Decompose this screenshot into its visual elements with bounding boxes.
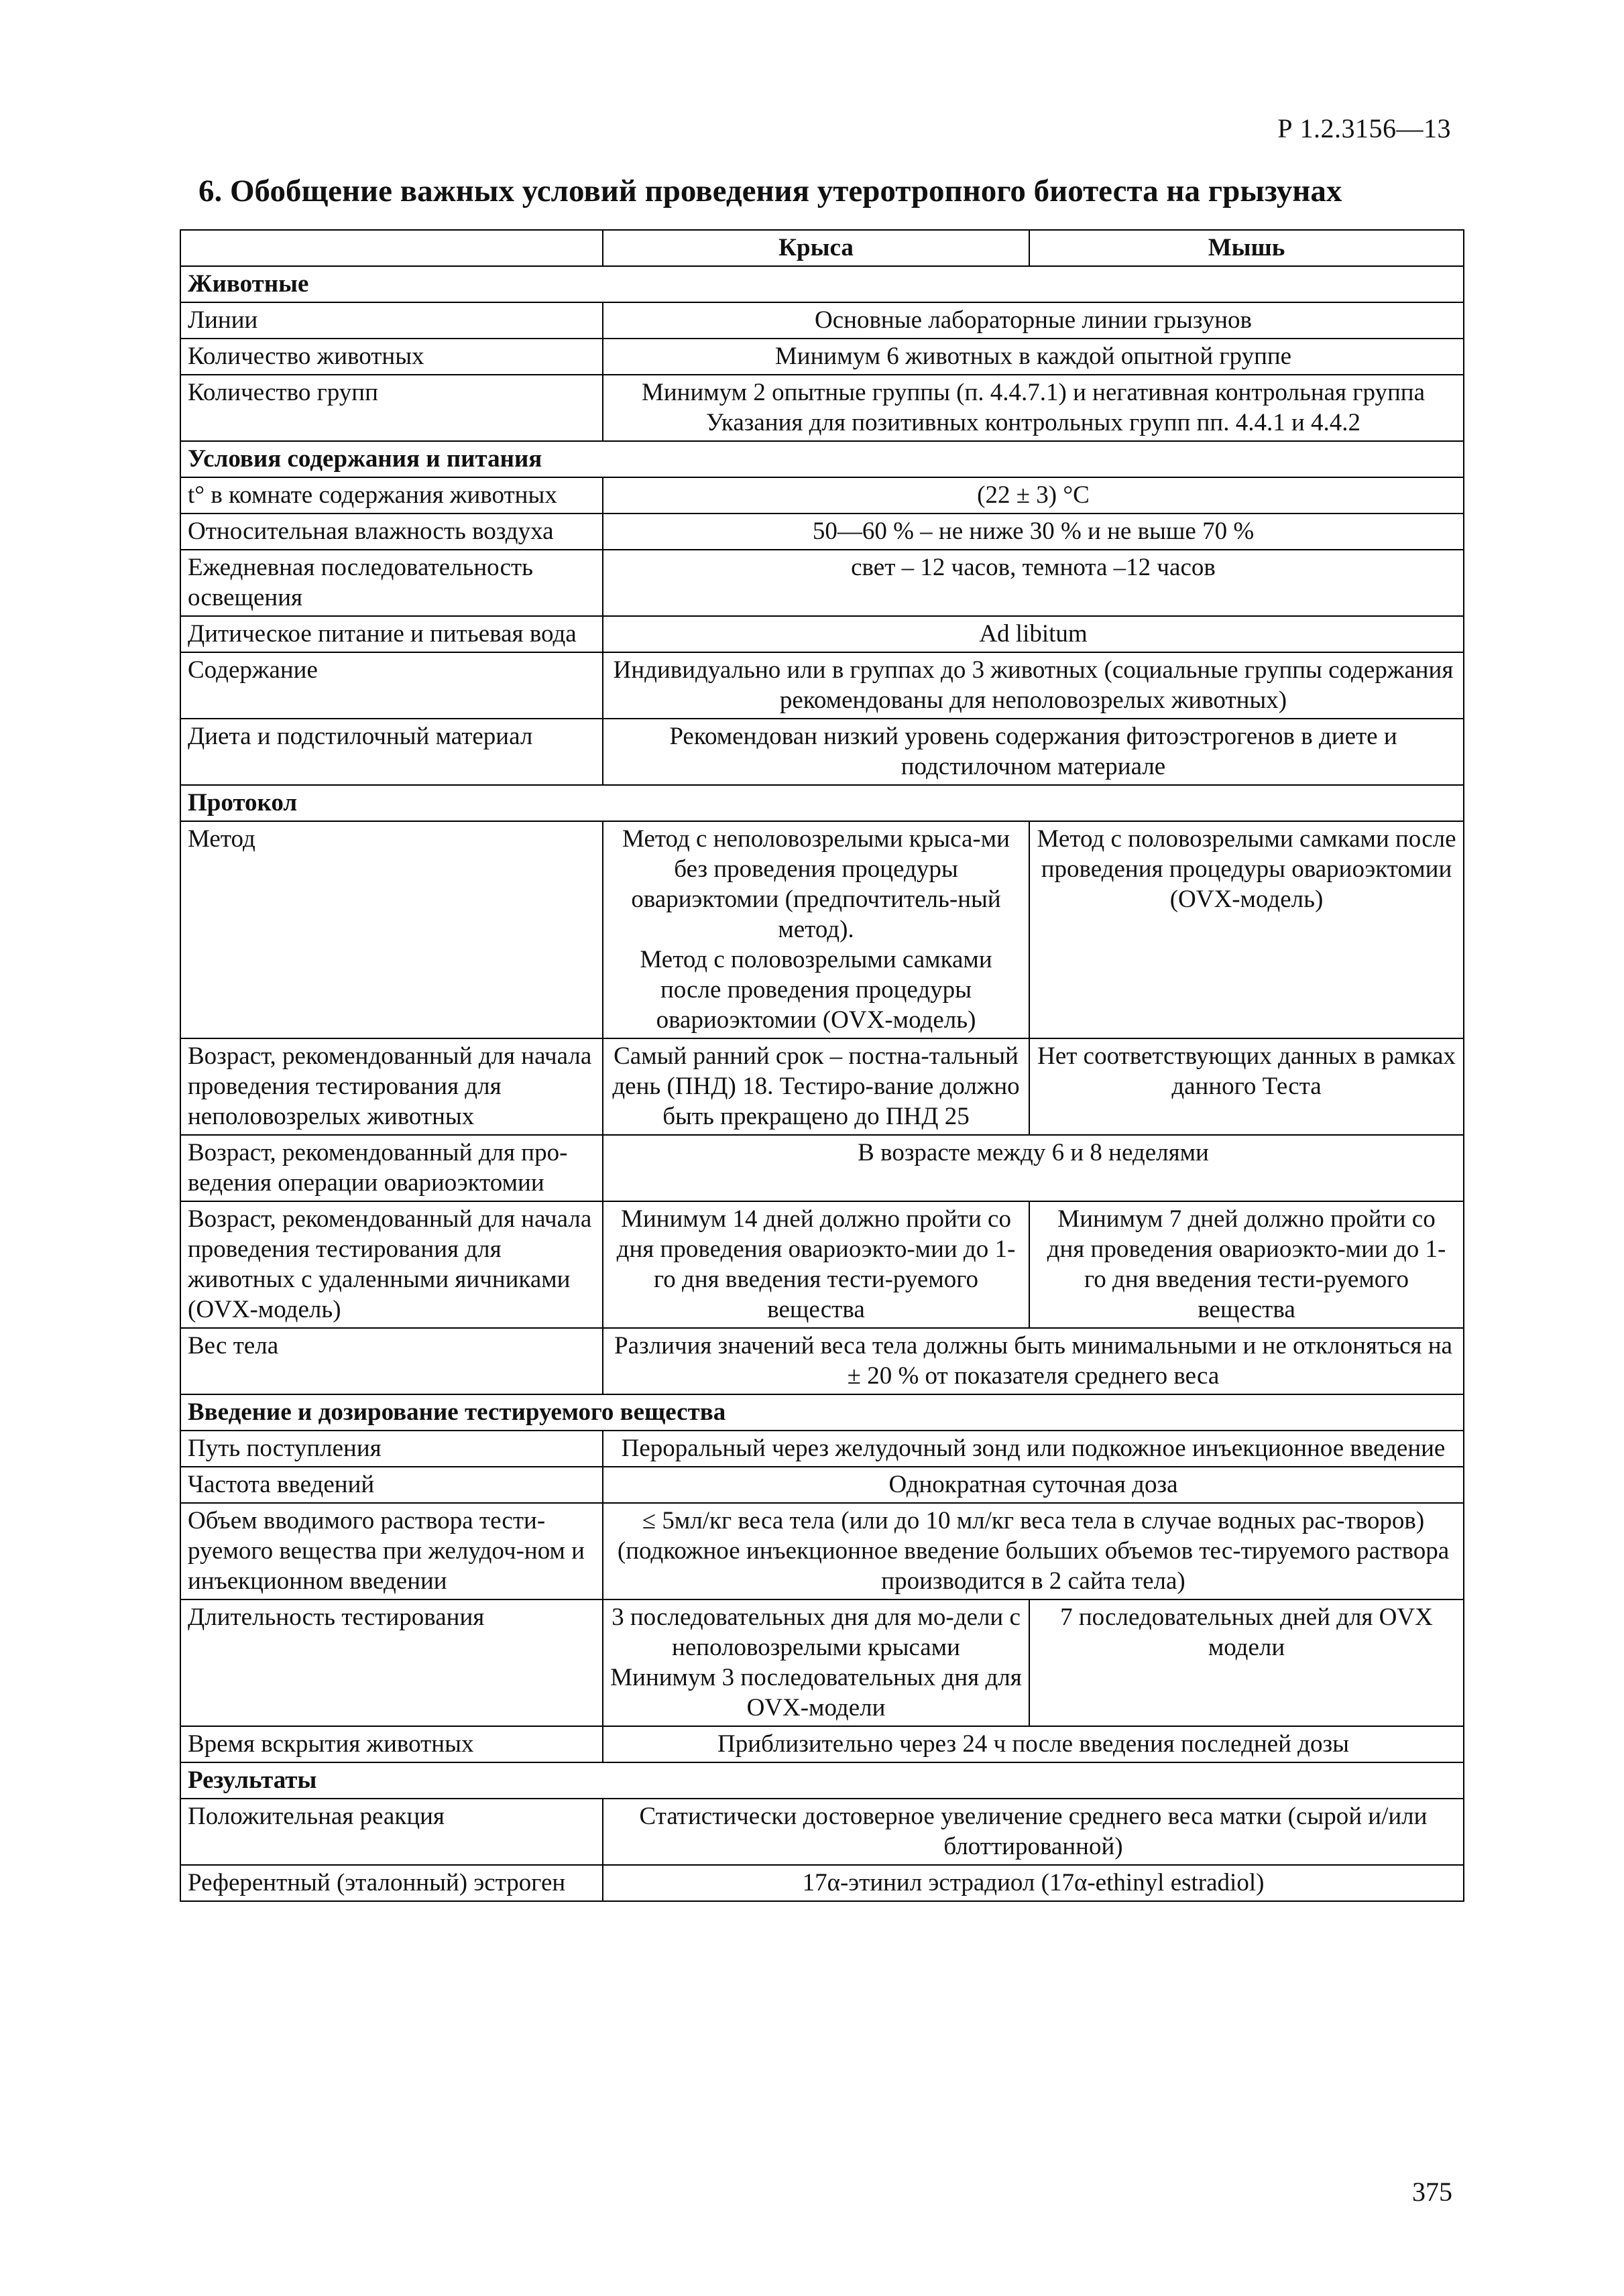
row-label: Содержание	[180, 652, 603, 719]
row-value	[603, 375, 1464, 441]
table-row	[180, 477, 1464, 513]
column-header-mouse: Мышь	[1029, 230, 1464, 266]
rat-value-line: Метод с половозрелыми самками после проведения процедуры овариоэктомии (OVX-модель)	[640, 946, 992, 1034]
mouse-value: Нет соответствующих данных в рамках данного Теста	[1029, 1038, 1464, 1135]
table-row	[180, 1038, 1464, 1135]
row-label: Ежедневная последовательность освещения	[180, 550, 603, 616]
rat-value-line: 3 последовательных дня для мо-дели с неполовозрелыми крысами	[612, 1604, 1021, 1661]
section-heading-dosing: Введение и дозирование тестируемого вещества	[180, 1394, 1464, 1431]
section-row	[180, 1762, 1464, 1799]
row-value: В возрасте между 6 и 8 неделями	[603, 1135, 1464, 1201]
rat-value	[603, 1599, 1029, 1726]
table-row	[180, 1599, 1464, 1726]
summary-table	[180, 229, 1464, 1902]
mouse-value: Метод с половозрелыми самками после проведения процедуры овариоэктомии (OVX-модель)	[1029, 821, 1464, 1038]
section-row	[180, 1394, 1464, 1431]
row-value: Минимум 6 животных в каждой опытной группе	[603, 339, 1464, 375]
row-label: Относительная влажность воздуха	[180, 513, 603, 550]
table-row	[180, 1467, 1464, 1503]
table-row	[180, 1201, 1464, 1328]
table-row	[180, 375, 1464, 441]
table-row	[180, 1865, 1464, 1901]
page-number: 375	[1412, 2177, 1452, 2207]
row-label: Количество групп	[180, 375, 603, 441]
row-label: Вес тела	[180, 1328, 603, 1394]
row-label: Длительность тестирования	[180, 1599, 603, 1726]
table-row	[180, 513, 1464, 550]
table-row	[180, 616, 1464, 652]
table-row	[180, 719, 1464, 785]
section-row	[180, 785, 1464, 821]
table-row	[180, 1799, 1464, 1865]
row-label: Объем вводимого раствора тести-руемого вещества при желудоч-ном и инъекционном введении	[180, 1503, 603, 1599]
table-row	[180, 302, 1464, 339]
row-label: Положительная реакция	[180, 1799, 603, 1865]
row-value: Приблизительно через 24 ч после введения последней дозы	[603, 1726, 1464, 1762]
row-value: 50—60 % – не ниже 30 % и не выше 70 %	[603, 513, 1464, 550]
row-value-line: Указания для позитивных контрольных групп пп. 4.4.1 и 4.4.2	[705, 409, 1361, 436]
column-header-rat: Крыса	[603, 230, 1029, 266]
table-row	[180, 1503, 1464, 1599]
mouse-value: Минимум 7 дней должно пройти со дня проведения овариоэкто-мии до 1-го дня введения тести-руемого вещества	[1029, 1201, 1464, 1328]
row-value: свет – 12 часов, темнота –12 часов	[603, 550, 1464, 616]
row-value: Рекомендован низкий уровень содержания фитоэстрогенов в диете и подстилочном материале	[603, 719, 1464, 785]
rat-value-line: Метод с неполовозрелыми крыса-ми без проведения процедуры овариэктомии (предпочтитель-ный метод).	[622, 825, 1010, 943]
rat-value-line: Минимум 3 последовательных дня для OVX-модели	[610, 1664, 1022, 1721]
section-row	[180, 266, 1464, 302]
row-value: Основные лабораторные линии грызунов	[603, 302, 1464, 339]
table-row	[180, 1431, 1464, 1467]
row-value: ≤ 5мл/кг веса тела (или до 10 мл/кг веса тела в случае водных рас-творов) (подкожное инъекционное введение больших объемов тес-тируемого раствора производится в 2 сайта тела)	[603, 1503, 1464, 1599]
row-value-line: Минимум 2 опытные группы (п. 4.4.7.1) и негативная контрольная группа	[641, 379, 1426, 406]
table-header-row	[180, 230, 1464, 266]
section-heading-results: Результаты	[180, 1762, 1464, 1799]
row-label: Время вскрытия животных	[180, 1726, 603, 1762]
row-label: Путь поступления	[180, 1431, 603, 1467]
row-value: Однократная суточная доза	[603, 1467, 1464, 1503]
row-value: Пероральный через желудочный зонд или подкожное инъекционное введение	[603, 1431, 1464, 1467]
section-heading-protocol: Протокол	[180, 785, 1464, 821]
row-label: Возраст, рекомендованный для начала проведения тестирования для животных с удаленными яичниками (OVX-модель)	[180, 1201, 603, 1328]
rat-value	[603, 821, 1029, 1038]
row-label: Возраст, рекомендованный для про-ведения операции овариоэктомии	[180, 1135, 603, 1201]
row-value: Индивидуально или в группах до 3 животных (социальные группы содержания рекомендованы для неполовозрелых животных)	[603, 652, 1464, 719]
row-label: Референтный (эталонный) эстроген	[180, 1865, 603, 1901]
table-row	[180, 652, 1464, 719]
section-title: 6. Обобщение важных условий проведения утеротропного биотеста на грызунах	[198, 174, 1342, 208]
row-value: 17α-этинил эстрадиол (17α-ethinyl estradiol)	[603, 1865, 1464, 1901]
table-row	[180, 339, 1464, 375]
section-row	[180, 441, 1464, 477]
row-label: Линии	[180, 302, 603, 339]
row-label: Количество животных	[180, 339, 603, 375]
row-label: t° в комнате содержания животных	[180, 477, 603, 513]
mouse-value: 7 последовательных дней для OVX модели	[1029, 1599, 1464, 1726]
row-label: Возраст, рекомендованный для начала проведения тестирования для неполовозрелых животных	[180, 1038, 603, 1135]
row-label: Частота введений	[180, 1467, 603, 1503]
document-code: Р 1.2.3156—13	[1277, 113, 1451, 143]
section-heading-animals: Животные	[180, 266, 1464, 302]
table-row	[180, 1328, 1464, 1394]
row-value: Ad libitum	[603, 616, 1464, 652]
table-row	[180, 550, 1464, 616]
header-blank-cell	[180, 230, 603, 266]
row-value: Статистически достоверное увеличение среднего веса матки (сырой и/или блоттированной)	[603, 1799, 1464, 1865]
section-heading-housing: Условия содержания и питания	[180, 441, 1464, 477]
table-row	[180, 1726, 1464, 1762]
rat-value: Минимум 14 дней должно пройти со дня проведения овариоэкто-мии до 1-го дня введения тести-руемого вещества	[603, 1201, 1029, 1328]
row-label: Метод	[180, 821, 603, 1038]
rat-value: Самый ранний срок – постна-тальный день (ПНД) 18. Тестиро-вание должно быть прекращено до ПНД 25	[603, 1038, 1029, 1135]
row-label: Дитическое питание и питьевая вода	[180, 616, 603, 652]
row-label: Диета и подстилочный материал	[180, 719, 603, 785]
row-value: (22 ± 3) °С	[603, 477, 1464, 513]
table-row	[180, 1135, 1464, 1201]
table-row	[180, 821, 1464, 1038]
row-value: Различия значений веса тела должны быть минимальными и не отклоняться на ± 20 % от показателя среднего веса	[603, 1328, 1464, 1394]
